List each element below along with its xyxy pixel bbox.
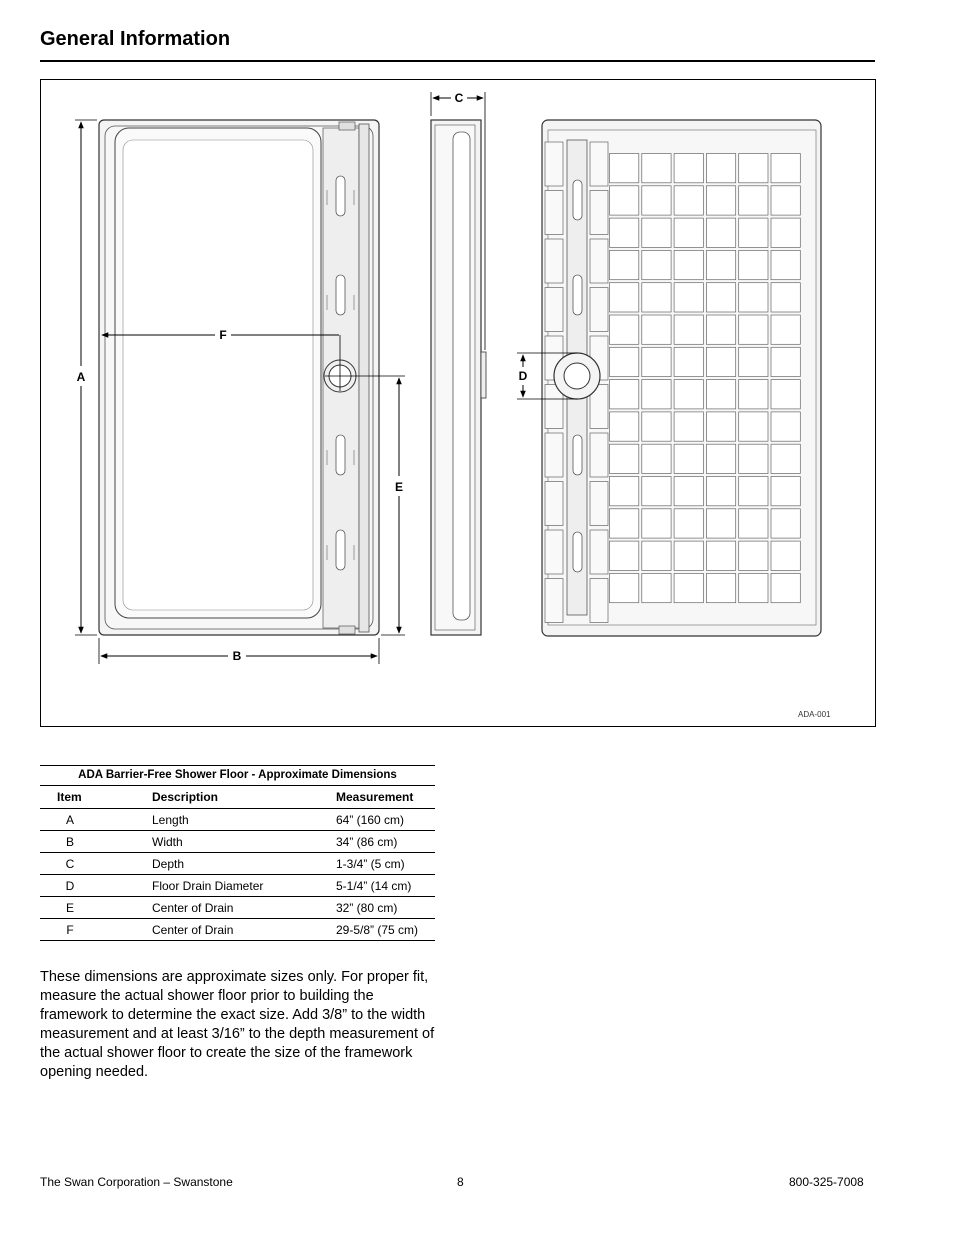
grid-cell bbox=[642, 573, 671, 602]
dimension-figure bbox=[40, 79, 876, 727]
table-row bbox=[40, 831, 435, 853]
label-d: D bbox=[518, 369, 528, 383]
grid-cell bbox=[739, 154, 768, 183]
grid-cell bbox=[642, 186, 671, 215]
grid-cell bbox=[642, 218, 671, 247]
grid-cell bbox=[771, 218, 800, 247]
grid-cell bbox=[739, 250, 768, 279]
edge-cell bbox=[590, 239, 608, 283]
table-row bbox=[40, 919, 435, 941]
grid-cell bbox=[771, 380, 800, 409]
grid-cell bbox=[706, 347, 735, 376]
row-item: C bbox=[40, 853, 152, 875]
edge-cell bbox=[590, 579, 608, 623]
row-measurement: 32” (80 cm) bbox=[336, 897, 435, 919]
grid-cell bbox=[674, 250, 703, 279]
grid-cell bbox=[642, 541, 671, 570]
edge-cell bbox=[590, 530, 608, 574]
header-measurement: Measurement bbox=[336, 786, 435, 809]
grid-cell bbox=[771, 186, 800, 215]
row-description: Width bbox=[152, 831, 336, 853]
grid-cell bbox=[674, 412, 703, 441]
row-description: Length bbox=[152, 809, 336, 831]
grid-cell bbox=[674, 509, 703, 538]
grid-cell bbox=[610, 154, 639, 183]
bottom-view bbox=[517, 120, 821, 636]
row-item: A bbox=[40, 809, 152, 831]
grid-cell bbox=[642, 509, 671, 538]
grid-cell bbox=[674, 477, 703, 506]
grid-cell bbox=[674, 444, 703, 473]
table-row bbox=[40, 853, 435, 875]
table-row bbox=[40, 809, 435, 831]
grid-cell bbox=[739, 380, 768, 409]
grid-cell bbox=[706, 573, 735, 602]
grid-cell bbox=[610, 444, 639, 473]
edge-cell bbox=[590, 191, 608, 235]
grid-cell bbox=[674, 154, 703, 183]
top-view bbox=[75, 120, 405, 664]
row-measurement: 64” (160 cm) bbox=[336, 809, 435, 831]
header-item: Item bbox=[40, 786, 152, 809]
footer-page-number: 8 bbox=[457, 1175, 464, 1189]
row-description: Floor Drain Diameter bbox=[152, 875, 336, 897]
row-description: Depth bbox=[152, 853, 336, 875]
grid-cell bbox=[642, 347, 671, 376]
grid-cell bbox=[642, 315, 671, 344]
row-item: F bbox=[40, 919, 152, 941]
grid-cell bbox=[706, 218, 735, 247]
grid-cell bbox=[610, 218, 639, 247]
grid-cell bbox=[706, 380, 735, 409]
grid-cell bbox=[771, 347, 800, 376]
edge-cell bbox=[545, 288, 563, 332]
grid-cell bbox=[771, 283, 800, 312]
grid-cell bbox=[739, 283, 768, 312]
edge-cell bbox=[590, 142, 608, 186]
grid-cell bbox=[706, 541, 735, 570]
edge-cell bbox=[545, 530, 563, 574]
table-row bbox=[40, 875, 435, 897]
grid-cell bbox=[771, 154, 800, 183]
grid-cell bbox=[706, 315, 735, 344]
grid-cell bbox=[610, 315, 639, 344]
grid-cell bbox=[610, 250, 639, 279]
edge-cell bbox=[590, 433, 608, 477]
grid-cell bbox=[674, 347, 703, 376]
grid-cell bbox=[771, 509, 800, 538]
grid-cell bbox=[706, 186, 735, 215]
edge-cell bbox=[590, 482, 608, 526]
grid-cell bbox=[739, 218, 768, 247]
grid-cell bbox=[674, 218, 703, 247]
grid-cell bbox=[610, 412, 639, 441]
grid-cell bbox=[739, 315, 768, 344]
grid-cell bbox=[739, 412, 768, 441]
grid-cell bbox=[739, 444, 768, 473]
grid-cell bbox=[642, 477, 671, 506]
header-description: Description bbox=[152, 786, 336, 809]
edge-cell bbox=[545, 142, 563, 186]
edge-cell bbox=[545, 579, 563, 623]
grid-cell bbox=[706, 412, 735, 441]
figure-code: ADA-001 bbox=[798, 710, 831, 719]
row-description: Center of Drain bbox=[152, 919, 336, 941]
grid-cell bbox=[610, 477, 639, 506]
grid-cell bbox=[610, 573, 639, 602]
row-measurement: 5-1/4” (14 cm) bbox=[336, 875, 435, 897]
label-c: C bbox=[454, 91, 464, 105]
label-b: B bbox=[232, 649, 242, 663]
footer-phone: 800-325-7008 bbox=[789, 1175, 864, 1189]
grid-cell bbox=[706, 154, 735, 183]
grid-cell bbox=[771, 315, 800, 344]
grid-cell bbox=[674, 283, 703, 312]
grid-cell bbox=[642, 380, 671, 409]
edge-cell bbox=[590, 288, 608, 332]
table-caption: ADA Barrier-Free Shower Floor - Approximate Dimensions bbox=[40, 765, 435, 786]
grid-cell bbox=[739, 347, 768, 376]
title-rule bbox=[40, 60, 875, 62]
edge-cell bbox=[545, 433, 563, 477]
grid-cell bbox=[642, 412, 671, 441]
dimensions-table bbox=[40, 765, 435, 941]
grid-cell bbox=[610, 541, 639, 570]
grid-cell bbox=[674, 573, 703, 602]
row-description: Center of Drain bbox=[152, 897, 336, 919]
grid-cell bbox=[739, 186, 768, 215]
row-measurement: 1-3/4” (5 cm) bbox=[336, 853, 435, 875]
grid-cell bbox=[610, 380, 639, 409]
side-view bbox=[431, 91, 486, 635]
grid-cell bbox=[610, 347, 639, 376]
grid-cell bbox=[674, 186, 703, 215]
row-item: B bbox=[40, 831, 152, 853]
row-item: D bbox=[40, 875, 152, 897]
grid-cell bbox=[706, 509, 735, 538]
grid-cell bbox=[771, 250, 800, 279]
grid-cell bbox=[706, 477, 735, 506]
grid-cell bbox=[610, 283, 639, 312]
edge-cell bbox=[545, 191, 563, 235]
sizing-note: These dimensions are approximate sizes only. For proper fit, measure the actual shower floor prior to building the framework to determine the exact size. Add 3/8” to the width measurement and at least 3/16” to the depth measurement of the actual shower floor to create the size of the framework opening needed. bbox=[40, 969, 435, 1080]
grid-cell bbox=[739, 509, 768, 538]
grid-cell bbox=[771, 412, 800, 441]
grid-cell bbox=[706, 444, 735, 473]
grid-cell bbox=[706, 250, 735, 279]
grid-cell bbox=[674, 315, 703, 344]
grid-cell bbox=[642, 154, 671, 183]
grid-cell bbox=[771, 573, 800, 602]
table-header-row bbox=[40, 786, 435, 809]
page-title: General Information bbox=[40, 28, 231, 50]
grid-cell bbox=[706, 283, 735, 312]
edge-cell bbox=[545, 239, 563, 283]
grid-cell bbox=[739, 573, 768, 602]
row-item: E bbox=[40, 897, 152, 919]
grid-cell bbox=[739, 541, 768, 570]
label-a: A bbox=[76, 370, 86, 384]
grid-cell bbox=[771, 444, 800, 473]
footer-company: The Swan Corporation – Swanstone bbox=[40, 1175, 233, 1189]
grid-cell bbox=[674, 541, 703, 570]
label-f: F bbox=[219, 328, 227, 342]
grid-cell bbox=[642, 250, 671, 279]
row-measurement: 29-5/8” (75 cm) bbox=[336, 919, 435, 941]
grid-cell bbox=[642, 283, 671, 312]
grid-cell bbox=[642, 444, 671, 473]
edge-cell bbox=[545, 482, 563, 526]
row-measurement: 34” (86 cm) bbox=[336, 831, 435, 853]
grid-cell bbox=[610, 509, 639, 538]
grid-cell bbox=[674, 380, 703, 409]
grid-cell bbox=[610, 186, 639, 215]
label-e: E bbox=[394, 480, 404, 494]
shower-floor-diagram bbox=[41, 80, 875, 726]
table-row bbox=[40, 897, 435, 919]
grid-cell bbox=[771, 477, 800, 506]
grid-cell bbox=[739, 477, 768, 506]
grid-cell bbox=[771, 541, 800, 570]
